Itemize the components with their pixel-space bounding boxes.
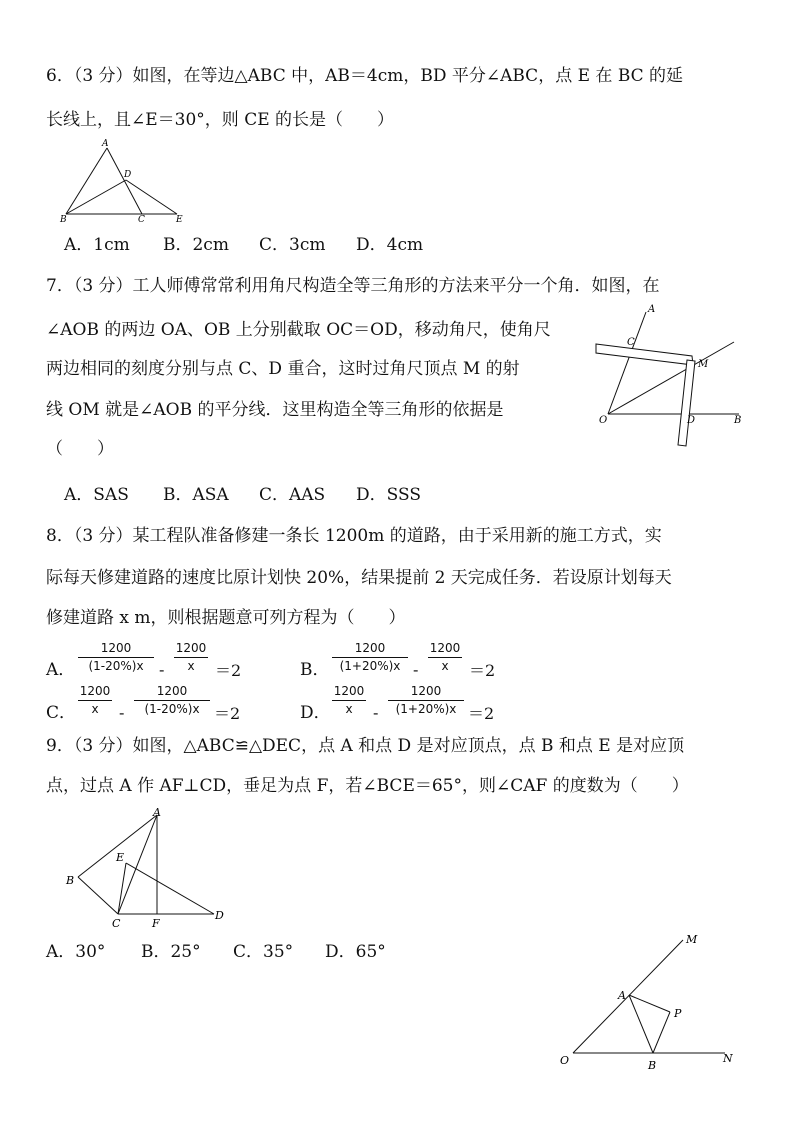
fraction-bar bbox=[78, 700, 112, 701]
q10-label-m: M bbox=[686, 933, 698, 946]
q6-label-c: C bbox=[138, 215, 145, 225]
fraction-bar bbox=[332, 657, 408, 658]
q9-option-c[interactable]: C．35° bbox=[233, 942, 294, 962]
q7-label-m: M bbox=[698, 359, 709, 370]
q7-stem-line4: 线 OM 就是∠AOB 的平分线．这里构造全等三角形的依据是 bbox=[46, 400, 504, 420]
denominator: x bbox=[441, 659, 449, 673]
q8-option-a-frac2 bbox=[172, 641, 210, 677]
minus-sign: - bbox=[119, 703, 125, 722]
q7-option-b[interactable]: B．ASA bbox=[163, 485, 229, 505]
equation-rhs: ＝2 bbox=[468, 704, 495, 723]
fraction-bar bbox=[78, 657, 154, 658]
equation-rhs: ＝2 bbox=[215, 661, 242, 680]
fraction-bar bbox=[388, 700, 464, 701]
q7-option-a[interactable]: A．SAS bbox=[64, 485, 129, 505]
minus-sign: - bbox=[159, 660, 165, 679]
q6-triangle-figure bbox=[60, 140, 200, 225]
q7-stem-line5: （ ） bbox=[46, 439, 114, 459]
equation-rhs: ＝2 bbox=[214, 704, 241, 723]
q8-option-a-frac1 bbox=[76, 641, 156, 677]
numerator: 1200 bbox=[175, 641, 207, 655]
q8-option-b-frac2 bbox=[426, 641, 464, 677]
q9-option-a[interactable]: A．30° bbox=[46, 942, 106, 962]
numerator: 1200 bbox=[100, 641, 132, 655]
q6-option-b[interactable]: B．2cm bbox=[163, 235, 229, 255]
denominator: (1+20%)x bbox=[339, 659, 401, 673]
q7-option-d[interactable]: D．SSS bbox=[356, 485, 421, 505]
q10-label-b: B bbox=[648, 1059, 657, 1072]
numerator: 1200 bbox=[429, 641, 461, 655]
q8-stem-line3: 修建道路 x m，则根据题意可列方程为（ ） bbox=[46, 608, 406, 628]
q8-stem-line1: 8．（3 分）某工程队准备修建一条长 1200m 的道路，由于采用新的施工方式，实 bbox=[46, 526, 662, 546]
fraction-bar bbox=[134, 700, 210, 701]
q8-option-c-label: C． bbox=[46, 703, 77, 723]
q9-label-c: C bbox=[112, 917, 121, 930]
numerator: 1200 bbox=[79, 684, 111, 698]
q8-option-b-frac1 bbox=[330, 641, 410, 677]
q9-label-f: F bbox=[152, 917, 160, 930]
denominator: x bbox=[91, 702, 99, 716]
q9-stem-line2: 点，过点 A 作 AF⊥CD，垂足为点 F，若∠BCE＝65°，则∠CAF 的度数为（ ） bbox=[46, 776, 689, 796]
q6-stem-line2: 长线上，且∠E＝30°，则 CE 的长是（ ） bbox=[46, 110, 395, 130]
q7-stem-line2: ∠AOB 的两边 OA、OB 上分别截取 OC＝OD，移动角尺，使角尺 bbox=[46, 320, 551, 340]
q6-label-b: B bbox=[60, 215, 67, 225]
denominator: x bbox=[345, 702, 353, 716]
q10-label-p: P bbox=[674, 1007, 682, 1020]
numerator: 1200 bbox=[354, 641, 386, 655]
q6-label-d: D bbox=[124, 170, 132, 180]
q8-option-d-frac1 bbox=[330, 684, 368, 720]
q8-stem-line2: 际每天修建道路的速度比原计划快 20%，结果提前 2 天完成任务．若设原计划每天 bbox=[46, 568, 672, 588]
q8-option-d-frac2 bbox=[386, 684, 466, 720]
q10-angle-bisector-figure bbox=[560, 928, 750, 1078]
q7-label-a: A bbox=[648, 304, 656, 315]
q8-option-c-frac2 bbox=[132, 684, 212, 720]
q8-option-d-label: D． bbox=[300, 703, 331, 723]
numerator: 1200 bbox=[156, 684, 188, 698]
q8-option-b-label: B． bbox=[300, 660, 330, 680]
denominator: (1-20%)x bbox=[144, 702, 200, 716]
q7-label-b: B bbox=[734, 415, 742, 426]
q6-option-a[interactable]: A．1cm bbox=[64, 235, 130, 255]
q7-stem-line1: 7．（3 分）工人师傅常常利用角尺构造全等三角形的方法来平分一个角．如图，在 bbox=[46, 276, 660, 296]
q6-stem-line1: 6．（3 分）如图，在等边△ABC 中，AB＝4cm，BD 平分∠ABC，点 E 在 BC 的延 bbox=[46, 66, 684, 86]
q7-label-c: C bbox=[627, 337, 635, 348]
equation-rhs: ＝2 bbox=[469, 661, 496, 680]
q9-option-d[interactable]: D．65° bbox=[325, 942, 386, 962]
denominator: (1-20%)x bbox=[88, 659, 144, 673]
q6-label-a: A bbox=[102, 139, 109, 149]
q10-label-a: A bbox=[618, 989, 626, 1002]
fraction-bar bbox=[332, 700, 366, 701]
q7-stem-line3: 两边相同的刻度分别与点 C、D 重合，这时过角尺顶点 M 的射 bbox=[46, 359, 520, 379]
q10-label-n: N bbox=[723, 1052, 733, 1065]
q6-option-c[interactable]: C．3cm bbox=[259, 235, 326, 255]
q7-option-c[interactable]: C．AAS bbox=[259, 485, 326, 505]
q7-label-d: D bbox=[687, 415, 696, 426]
q6-label-e: E bbox=[176, 215, 183, 225]
q9-label-e: E bbox=[116, 851, 125, 864]
denominator: x bbox=[187, 659, 195, 673]
q8-option-c-frac1 bbox=[76, 684, 114, 720]
numerator: 1200 bbox=[410, 684, 442, 698]
q6-option-d[interactable]: D．4cm bbox=[356, 235, 424, 255]
fraction-bar bbox=[174, 657, 208, 658]
q10-label-o: O bbox=[560, 1054, 570, 1067]
q8-option-a-label: A． bbox=[46, 660, 76, 680]
q9-stem-line1: 9．（3 分）如图，△ABC≌△DEC，点 A 和点 D 是对应顶点，点 B 和点 E 是对应顶 bbox=[46, 736, 685, 756]
q9-label-a: A bbox=[153, 806, 161, 819]
q9-label-d: D bbox=[215, 909, 224, 922]
q9-congruent-triangles-figure bbox=[60, 804, 240, 934]
q7-angle-ruler-figure bbox=[594, 306, 744, 451]
q9-option-b[interactable]: B．25° bbox=[141, 942, 201, 962]
denominator: (1+20%)x bbox=[395, 702, 457, 716]
fraction-bar bbox=[428, 657, 462, 658]
q7-label-o: O bbox=[599, 415, 608, 426]
minus-sign: - bbox=[413, 660, 419, 679]
numerator: 1200 bbox=[333, 684, 365, 698]
minus-sign: - bbox=[373, 703, 379, 722]
q9-label-b: B bbox=[66, 874, 75, 887]
